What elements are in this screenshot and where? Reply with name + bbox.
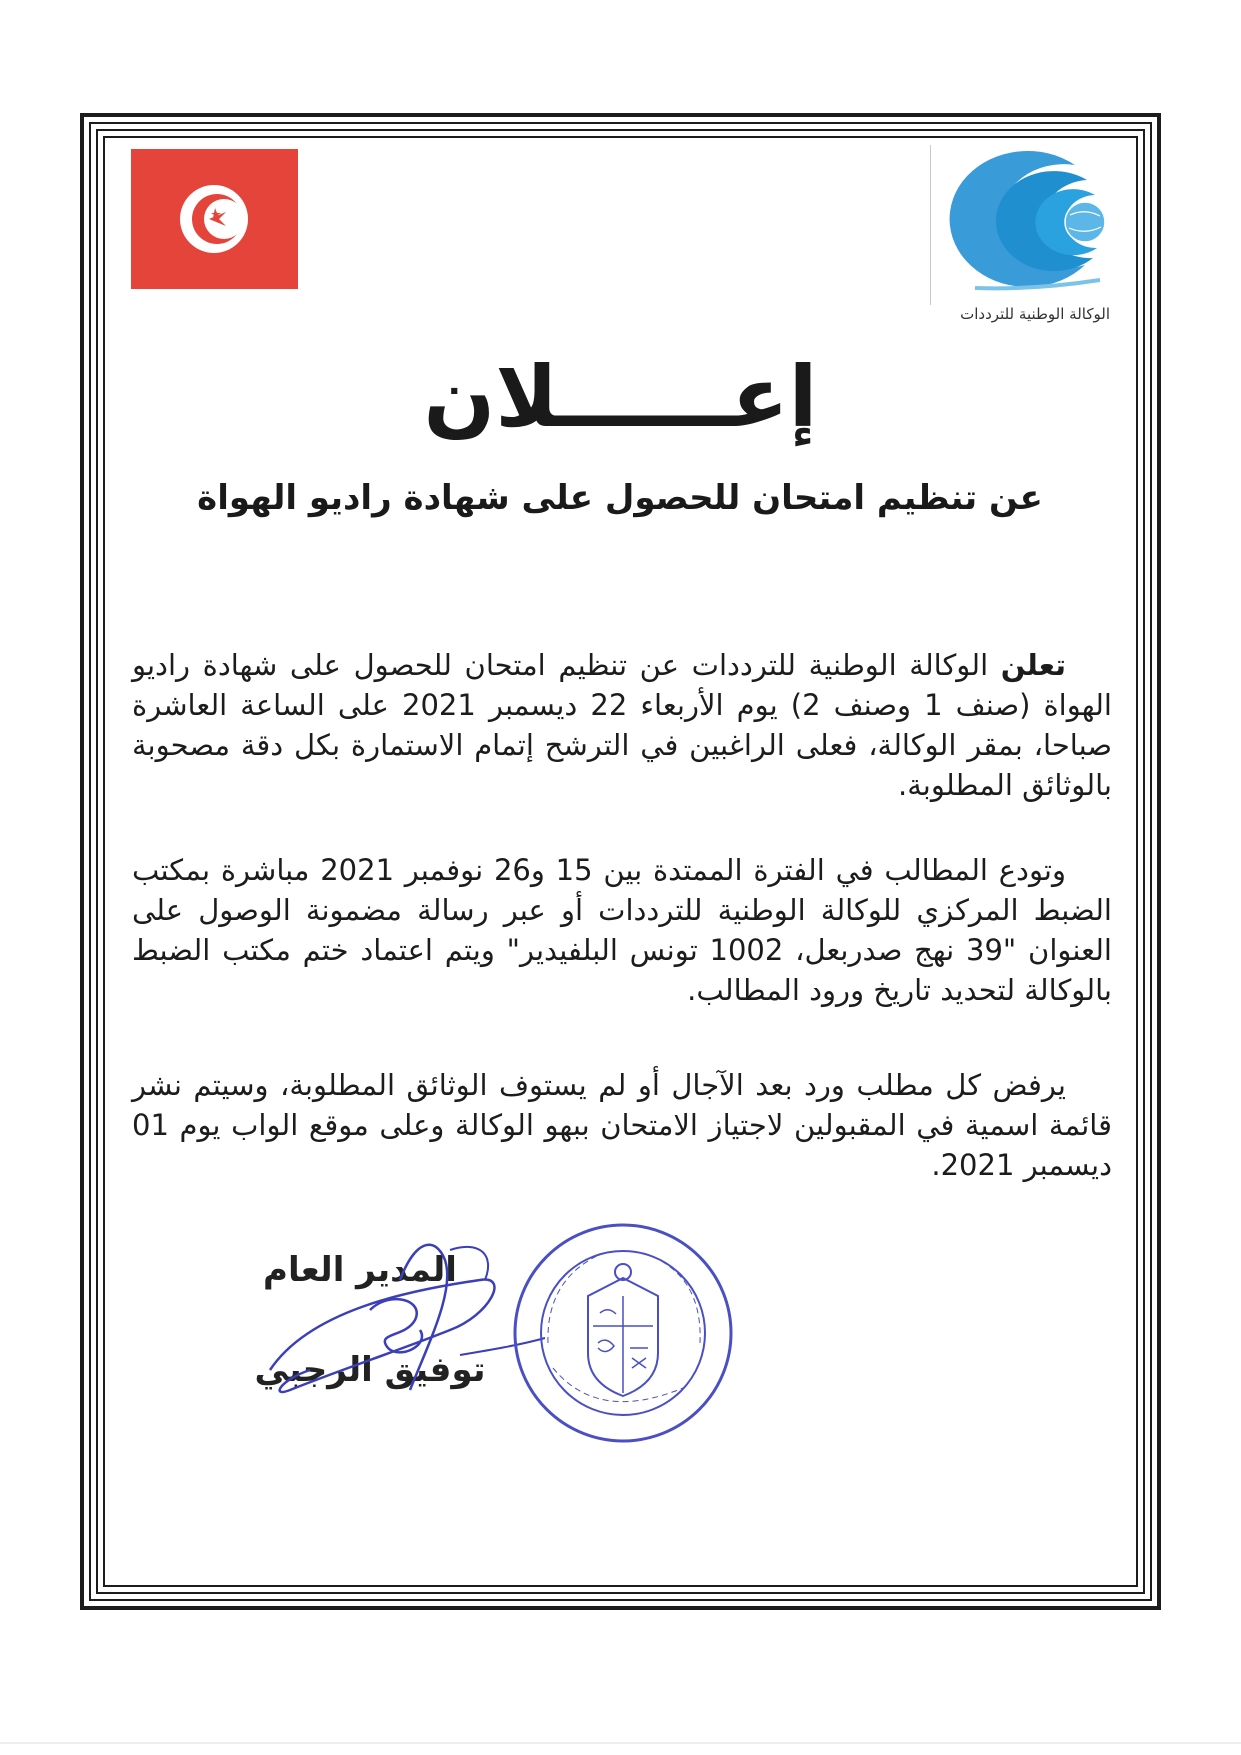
official-stamp (508, 1218, 738, 1448)
paragraph-1-lead: تعلن (1000, 648, 1066, 682)
paragraph-1-text: الوكالة الوطنية للترددات عن تنظيم امتحان للحصول على شهادة راديو الهواة (صنف 1 وصنف 2) يوم الأربعاء 22 ديسمبر 2021 على الساعة العاشرة صباحا، بمقر الوكالة، فعلى الراغبين في الترشح إتمام الاستمارة بكل دقة مصحوبة بالوثائق المطلوبة. (132, 648, 1112, 802)
paragraph-2 (132, 850, 1112, 1010)
announcement-title: إعــــــلان (423, 348, 818, 446)
announcement-subtitle: عن تنظيم امتحان للحصول على شهادة راديو الهواة (197, 478, 1043, 518)
signatory-name: توفيق الرجبي (254, 1350, 486, 1390)
paragraph-2-text: وتودع المطالب في الفترة الممتدة بين 15 و26 نوفمبر 2021 مباشرة بمكتب الضبط المركزي للوكالة الوطنية للترددات أو عبر رسالة مضمونة الوصول على العنوان "39 نهج صدربعل، 1002 تونس البلفيدير" ويتم اعتماد ختم مكتب الضبط بالوكالة لتحديد تاريخ ورود المطالب. (132, 853, 1112, 1007)
signatory-title: المدير العام (263, 1250, 457, 1290)
handwritten-signature (250, 1220, 550, 1420)
agency-logo (925, 140, 1109, 295)
paragraph-1 (132, 645, 1112, 805)
tunisia-flag (131, 149, 298, 289)
paragraph-3-text: يرفض كل مطلب ورد بعد الآجال أو لم يستوف الوثائق المطلوبة، وسيتم نشر قائمة اسمية في المقبولين لاجتياز الامتحان ببهو الوكالة وعلى موقع الواب يوم 01 ديسمبر 2021. (132, 1068, 1112, 1182)
agency-name: الوكالة الوطنية للترددات (960, 305, 1110, 323)
paragraph-3 (132, 1065, 1112, 1185)
page-edge (0, 1742, 1241, 1744)
